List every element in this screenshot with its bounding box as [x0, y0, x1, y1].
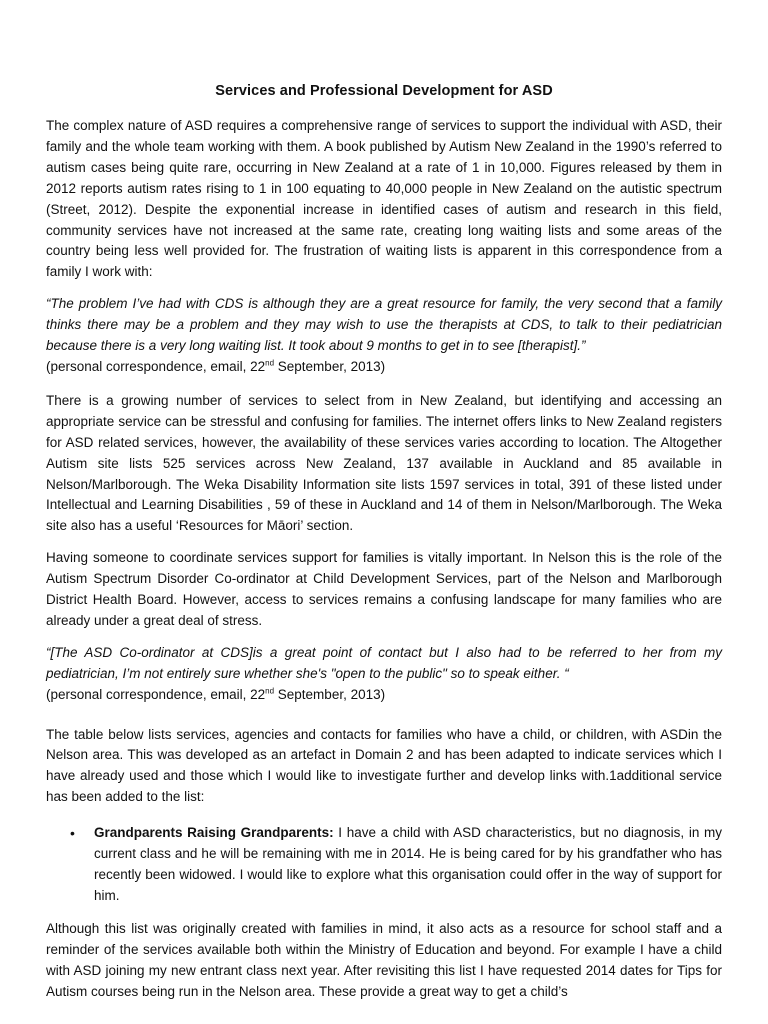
citation-2-date: September, 2013) [274, 686, 386, 702]
services-list [46, 823, 722, 907]
citation-1 [46, 357, 722, 378]
citation-2-text: (personal correspondence, email, 22 [46, 686, 266, 702]
quote-asd-coordinator: “[The ASD Co-ordinator at CDS]is a great point of contact but I also had to be referred to her from my pediatrician, I’m not entirely sure whether she's "open to the public" so to speak either. “ [46, 644, 722, 681]
paragraph-coordination: Having someone to coordinate services support for families is vitally important. In Nelson this is the role of the Autism Spectrum Disorder Co-ordinator at Child Development Services, part of the Nelson and Marlborough District Health Board. However, access to services remains a confusing landscape for many families who are already under a great deal of stress. [46, 550, 722, 628]
list-item-text: I have a child with ASD characteristics, but no diagnosis, in my current class and he will be remaining with me in 2014. He is being cared for by his grandfather who has recently been widowed. I would like to explore what this organisation could offer in the way of support for him. [94, 825, 722, 903]
page-title: Services and Professional Development for ASD [215, 83, 553, 99]
citation-1-ordinal: nd [265, 358, 275, 368]
paragraph-intro: The complex nature of ASD requires a comprehensive range of services to support the individual with ASD, their family and the whole team working with them. A book published by Autism New Zealand in the 1990’s referred to autism cases being quite rare, occurring in New Zealand at a rate of 1 in 10,000. Figures released by them in 2012 reports autism rates rising to 1 in 100 equating to 40,000 people in New Zealand on the autistic spectrum (Street, 2012). Despite the exponential increase in identified cases of autism and research in this field, community services have not increased at the same rate, creating long waiting lists and some areas of the country being less well provided for. The frustration of waiting lists is apparent in this correspondence from a family I work with: [46, 118, 722, 280]
paragraph-resource: Although this list was originally created with families in mind, it also acts as a resource for school staff and a reminder of the services available both within the Ministry of Education and beyond. For example I have a child with ASD joining my new entrant class next year. After revisiting this list I have requested 2014 dates for Tips for Autism courses being run in the Nelson area. These provide a great way to get a child’s [46, 920, 722, 999]
list-item-heading: Grandparents Raising Grandparents: [94, 825, 334, 841]
quote-family-cds: “The problem I’ve had with CDS is although they are a great resource for family, the very second that a family thinks there may be a problem and they may wish to use the therapists at CDS, to talk to their pediatrician because there is a very long waiting list. It took about 9 months to get in to see [therapist].” [46, 296, 722, 354]
paragraph-services: There is a growing number of services to select from in New Zealand, but identifying and accessing an appropriate service can be stressful and confusing for families. The internet offers links to New Zealand registers for ASD related services, however, the availability of these services varies according to location. The Altogether Autism site lists 525 services across New Zealand, 137 available in Auckland and 85 available in Nelson/Marlborough. The Weka Disability Information site lists 1597 services in total, 391 of these listed under Intellectual and Learning Disabilities , 59 of these in Auckland and 14 of them in Nelson/Marlborough. The Weka site also has a useful ‘Resources for Māori’ section. [46, 392, 722, 534]
citation-1-date: September, 2013) [274, 358, 386, 374]
citation-1-text: (personal correspondence, email, 22 [46, 358, 266, 374]
list-item [70, 823, 722, 907]
bullet-icon: • [70, 825, 75, 842]
paragraph-table-intro: The table below lists services, agencies and contacts for families who have a child, or children, with ASDin the Nelson area. This was developed as an artefact in Domain 2 and has been adapted to indicate services which I have already used and those which I would like to investigate further and develop links with.1additional service has been added to the list: [46, 726, 722, 805]
citation-2-ordinal: nd [265, 686, 275, 696]
citation-2 [46, 685, 722, 706]
